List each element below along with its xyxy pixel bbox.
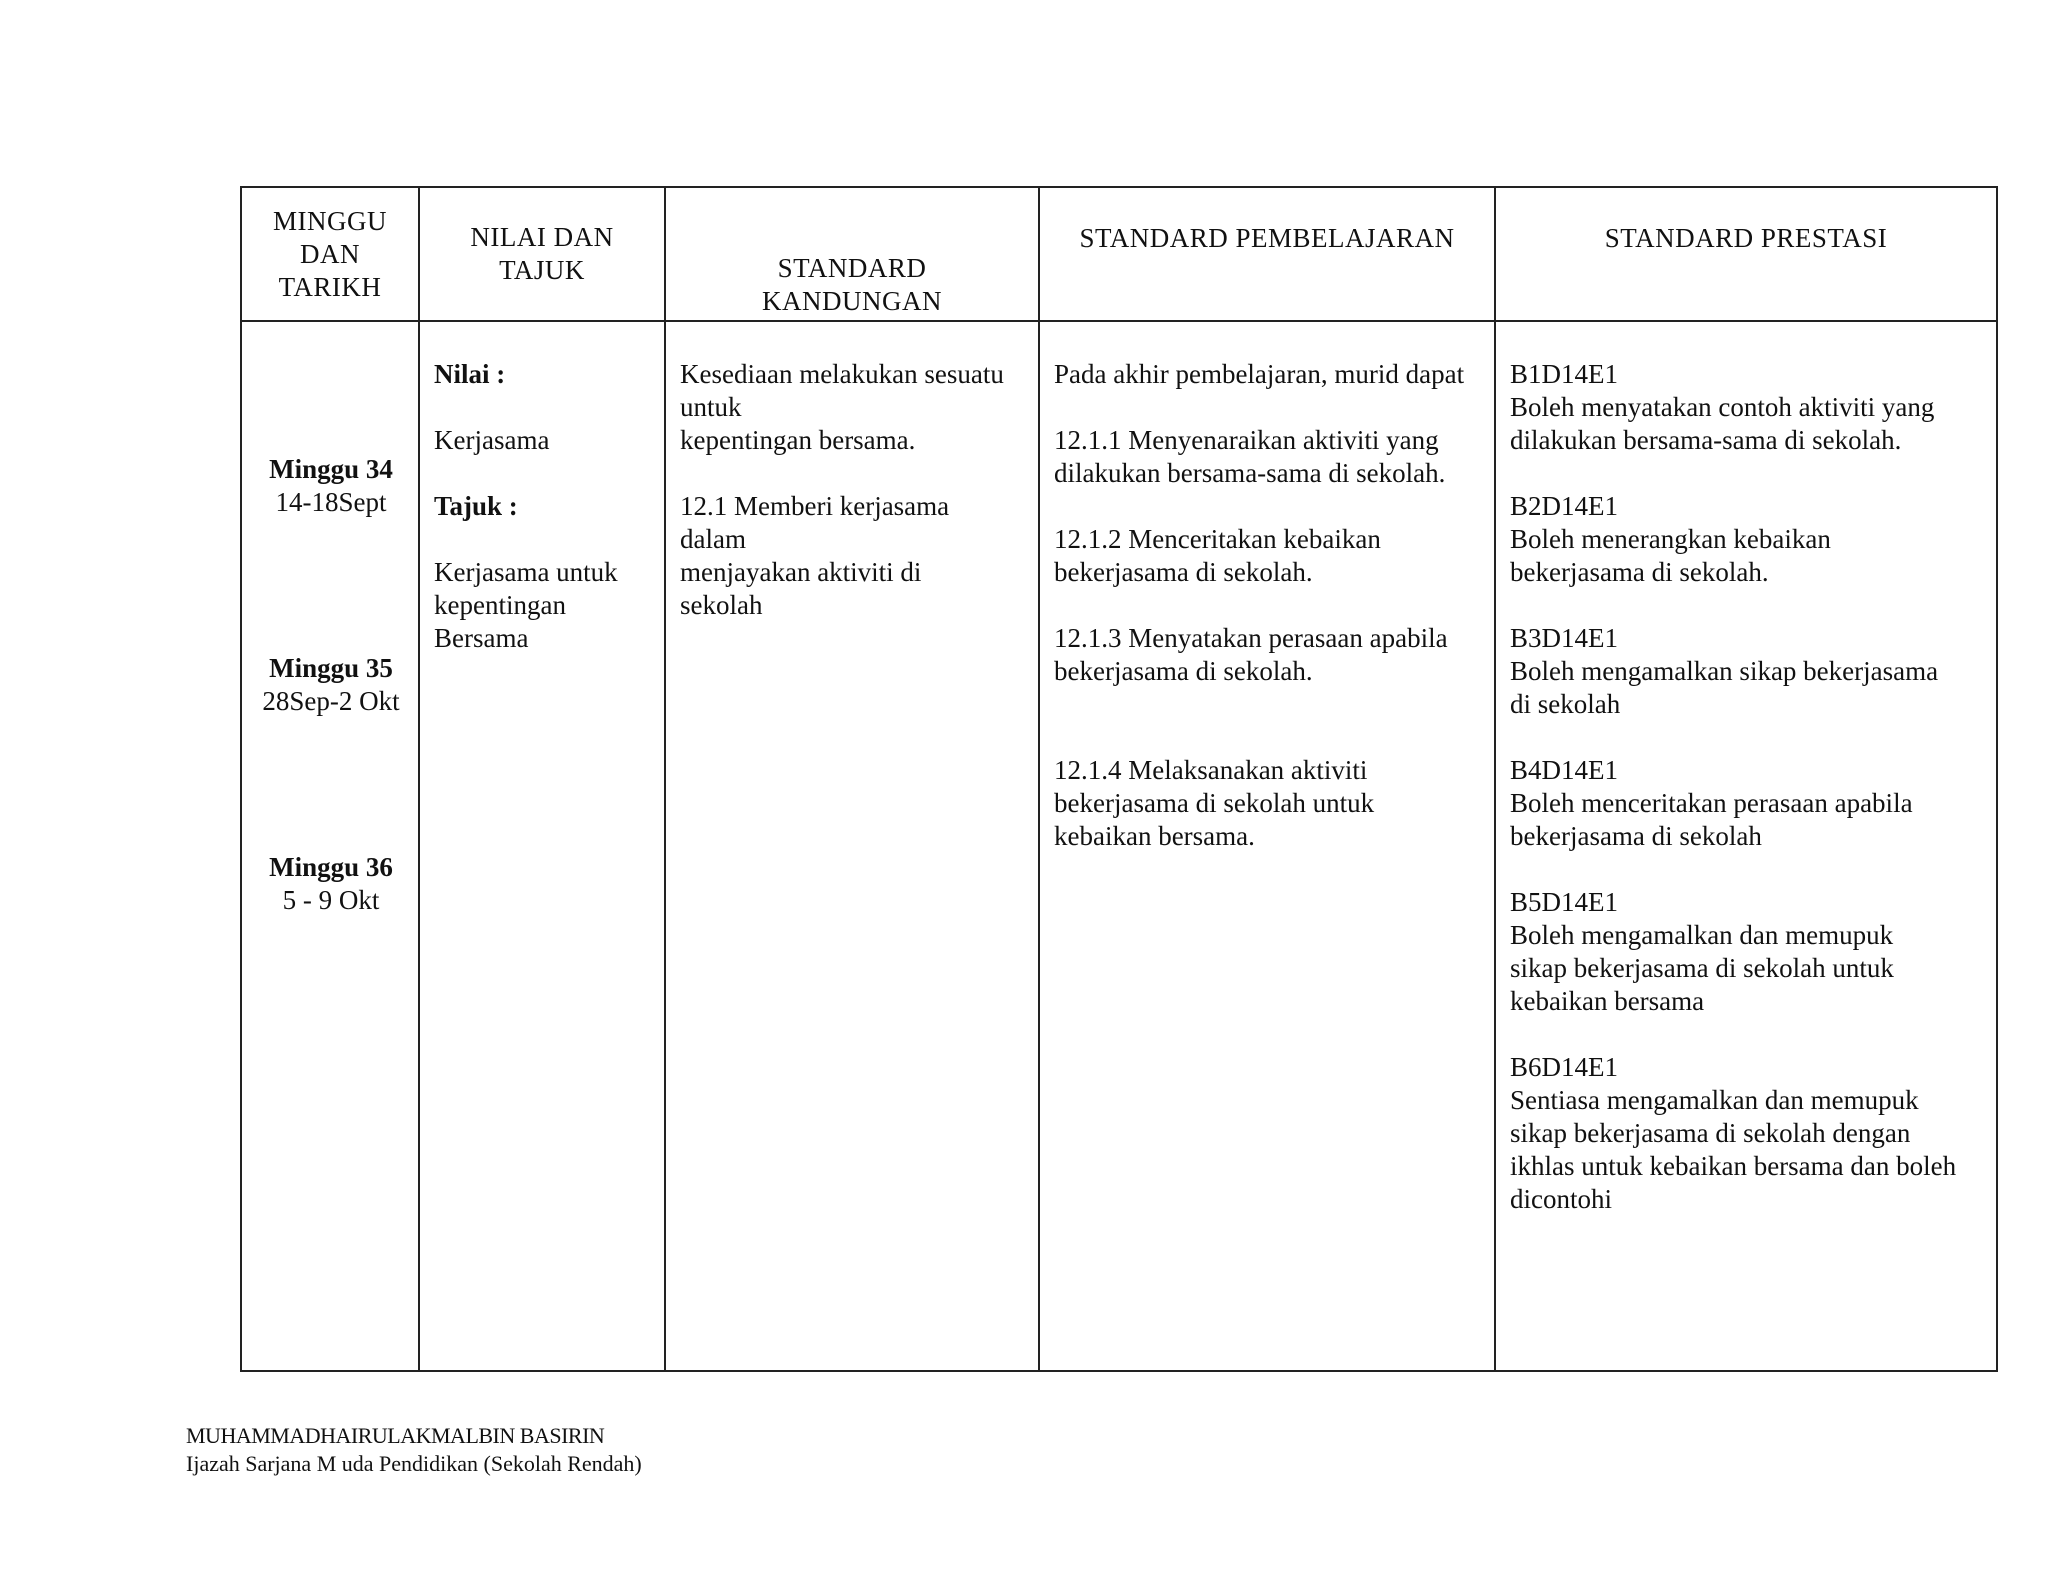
author-name: MUHAMMADHAIRULAKMALBIN BASIRIN (186, 1423, 605, 1448)
header-text: TAJUK (499, 255, 585, 285)
kandungan-item: 12.1 Memberi kerjasama dalam menjayakan aktiviti di sekolah (680, 491, 950, 620)
prestasi-item (1510, 754, 1984, 853)
prestasi-text: Sentiasa mengamalkan dan memupuk sikap bekerjasama di sekolah dengan ikhlas untuk kebaikan bersama dan boleh dicontohi (1510, 1085, 1957, 1214)
prestasi-code: B1D14E1 (1510, 359, 1618, 389)
document-footer (186, 1422, 642, 1478)
tajuk-value: Kerjasama untuk kepentingan Bersama (434, 557, 618, 653)
header-minggu-dan-tarikh (241, 187, 419, 321)
pembelajaran-item: 12.1.4 Melaksanakan aktiviti bekerjasama di sekolah untuk kebaikan bersama. (1054, 755, 1375, 851)
header-text: KANDUNGAN (762, 286, 942, 316)
prestasi-text: Boleh menyatakan contoh aktiviti yang dilakukan bersama-sama di sekolah. (1510, 392, 1935, 455)
header-row (241, 187, 1997, 321)
prestasi-item (1510, 886, 1984, 1018)
cell-nilai-tajuk (419, 321, 665, 1371)
header-text: STANDARD PRESTASI (1604, 223, 1888, 253)
week-title: Minggu 34 (269, 454, 393, 484)
header-text: MINGGU (273, 205, 387, 236)
week-entry (242, 851, 420, 917)
author-degree: Ijazah Sarjana M uda Pendidikan (Sekolah Rendah) (186, 1451, 642, 1476)
prestasi-code: B2D14E1 (1510, 491, 1618, 521)
week-date: 14-18Sept (275, 487, 387, 517)
week-entry (242, 652, 420, 718)
prestasi-item (1510, 490, 1984, 589)
prestasi-item (1510, 1051, 1984, 1216)
cell-standard-kandungan (665, 321, 1039, 1371)
pembelajaran-item: 12.1.2 Menceritakan kebaikan bekerjasama di sekolah. (1054, 524, 1381, 587)
prestasi-code: B3D14E1 (1510, 623, 1618, 653)
pembelajaran-intro: Pada akhir pembelajaran, murid dapat (1054, 359, 1465, 389)
content-row (241, 321, 1997, 1371)
header-nilai-dan-tajuk (419, 187, 665, 321)
prestasi-code: B4D14E1 (1510, 755, 1618, 785)
nilai-label: Nilai : (434, 359, 506, 389)
prestasi-text: Boleh mengamalkan dan memupuk sikap bekerjasama di sekolah untuk kebaikan bersama (1510, 920, 1894, 1016)
header-text: TARIKH (278, 271, 382, 302)
pembelajaran-item: 12.1.1 Menyenaraikan aktiviti yang dilakukan bersama-sama di sekolah. (1054, 425, 1446, 488)
week-title: Minggu 35 (269, 653, 393, 683)
week-date: 28Sep-2 Okt (262, 686, 400, 716)
cell-minggu-tarikh (241, 321, 419, 1371)
header-standard-pembelajaran (1039, 187, 1495, 321)
cell-standard-pembelajaran (1039, 321, 1495, 1371)
tajuk-label: Tajuk : (434, 491, 518, 521)
nilai-value: Kerjasama (434, 425, 550, 455)
prestasi-text: Boleh menceritakan perasaan apabila bekerjasama di sekolah (1510, 788, 1913, 851)
cell-standard-prestasi (1495, 321, 1997, 1371)
week-date: 5 - 9 Okt (282, 885, 380, 915)
prestasi-code: B5D14E1 (1510, 887, 1618, 917)
prestasi-item (1510, 358, 1984, 457)
header-text: DAN (300, 238, 360, 269)
header-standard-kandungan (665, 187, 1039, 321)
header-text: STANDARD PEMBELAJARAN (1079, 223, 1455, 253)
prestasi-item (1510, 622, 1984, 721)
prestasi-code: B6D14E1 (1510, 1052, 1618, 1082)
header-standard-prestasi (1495, 187, 1997, 321)
week-title: Minggu 36 (269, 852, 393, 882)
kandungan-intro: Kesediaan melakukan sesuatu untuk kepentingan bersama. (680, 359, 1004, 455)
header-text: NILAI DAN (470, 222, 614, 252)
pembelajaran-item: 12.1.3 Menyatakan perasaan apabila bekerjasama di sekolah. (1054, 623, 1448, 686)
prestasi-text: Boleh mengamalkan sikap bekerjasama di sekolah (1510, 656, 1939, 719)
prestasi-text: Boleh menerangkan kebaikan bekerjasama di sekolah. (1510, 524, 1831, 587)
header-text: STANDARD (777, 253, 927, 283)
lesson-plan-table (240, 186, 1998, 1372)
week-entry (242, 453, 420, 519)
